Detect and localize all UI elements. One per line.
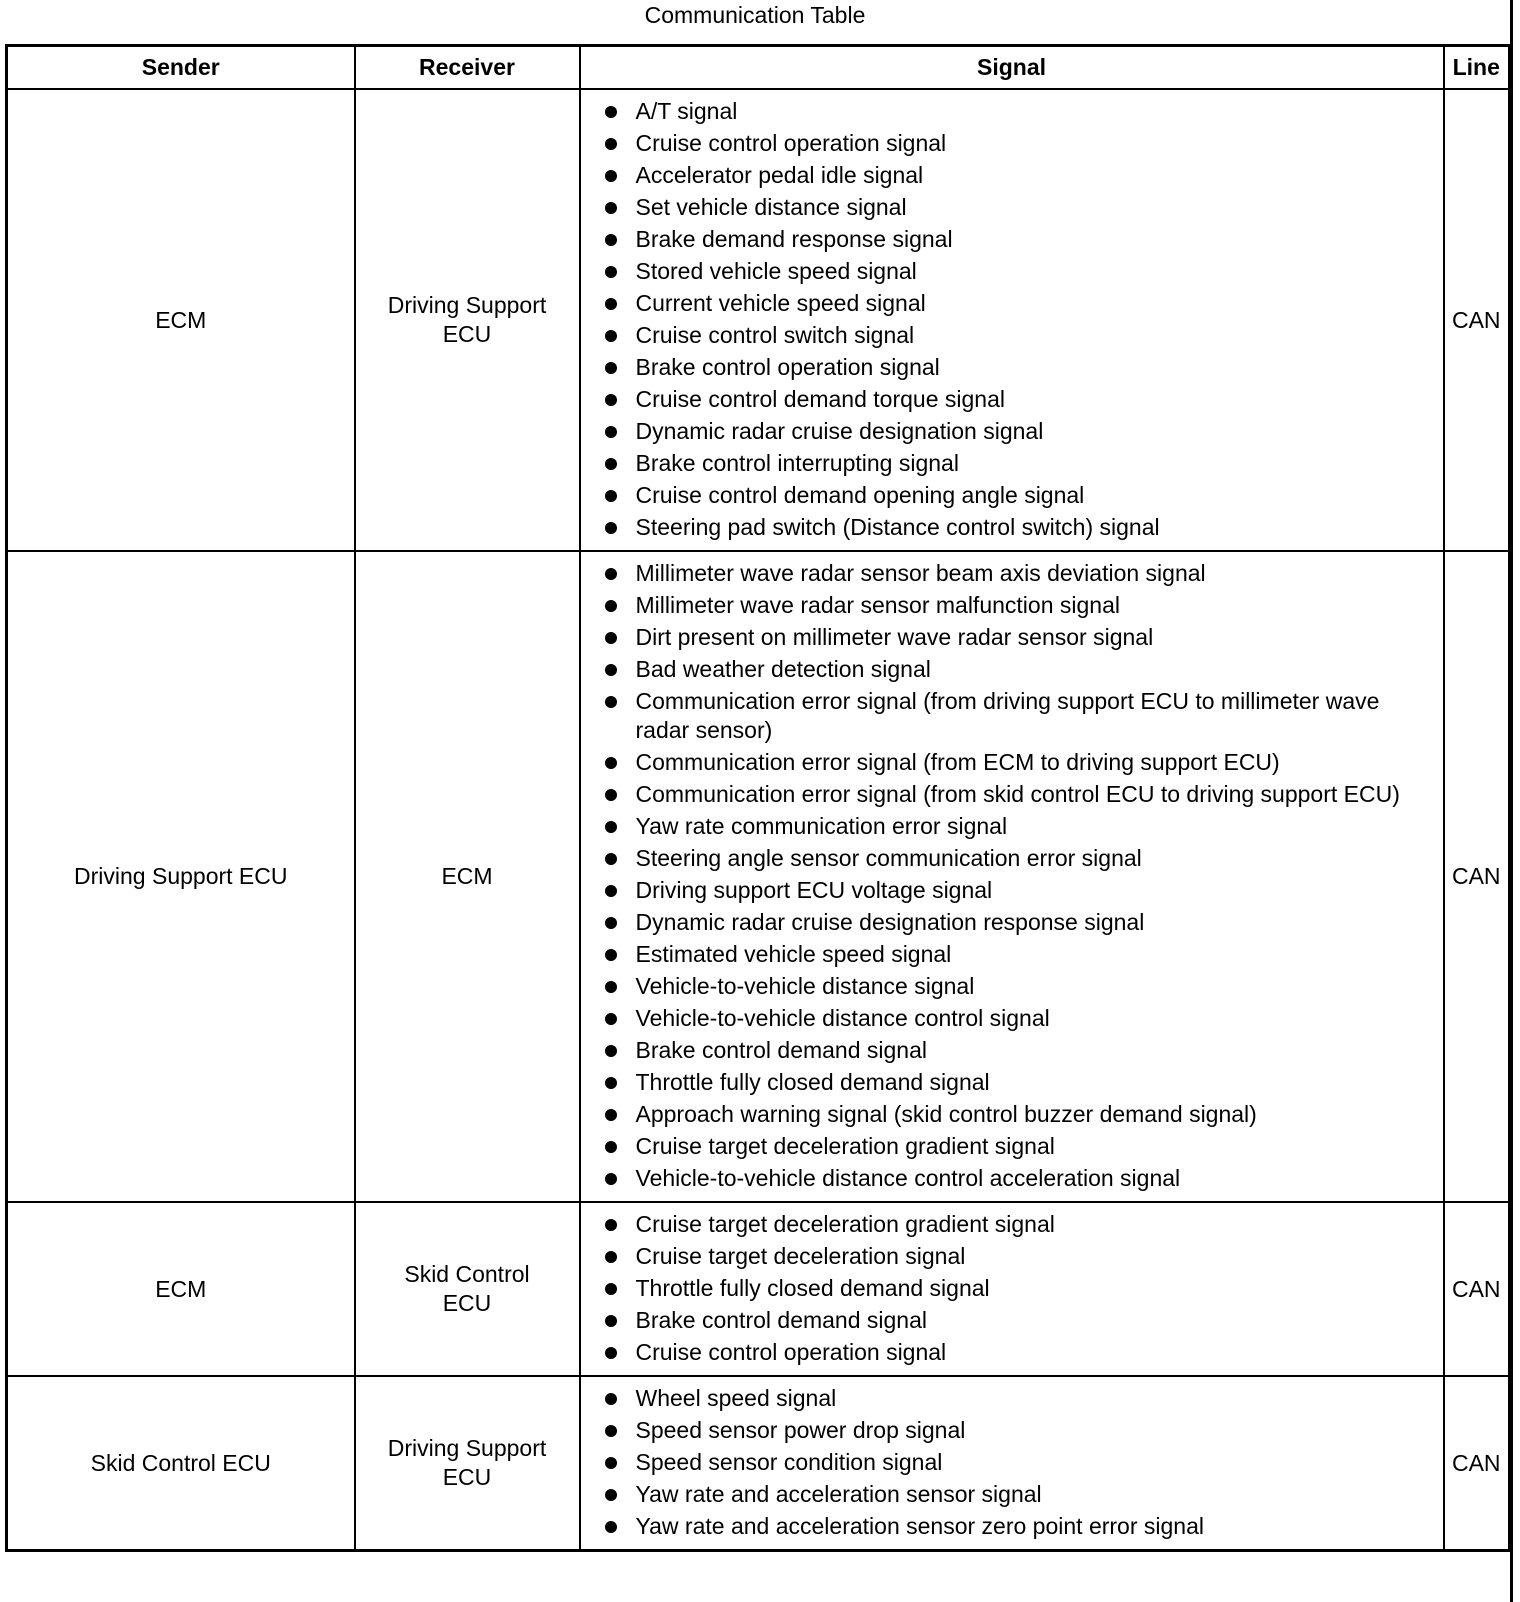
signal-list: [581, 90, 1443, 550]
line-cell: CAN: [1444, 1202, 1510, 1376]
signal-item: Millimeter wave radar sensor beam axis deviation signal: [581, 559, 1443, 588]
sender-cell: ECM: [7, 89, 355, 551]
signal-item: Communication error signal (from driving support ECU to millimeter wave radar sensor): [581, 687, 1443, 745]
page-title: Communication Table: [644, 2, 866, 28]
header-signal: Signal: [580, 46, 1444, 90]
signal-cell: [580, 89, 1444, 551]
signal-cell: [580, 551, 1444, 1202]
signal-item: Steering angle sensor communication error signal: [581, 844, 1443, 873]
signal-item: Yaw rate and acceleration sensor zero point error signal: [581, 1512, 1443, 1541]
signal-item: A/T signal: [581, 97, 1443, 126]
signal-item: Yaw rate communication error signal: [581, 812, 1443, 841]
signal-item: Vehicle-to-vehicle distance signal: [581, 972, 1443, 1001]
signal-item: Brake demand response signal: [581, 225, 1443, 254]
header-receiver: Receiver: [355, 46, 580, 90]
signal-item: Throttle fully closed demand signal: [581, 1274, 1443, 1303]
signal-item: Millimeter wave radar sensor malfunction signal: [581, 591, 1443, 620]
signal-item: Dynamic radar cruise designation response signal: [581, 908, 1443, 937]
signal-item: Cruise control demand opening angle signal: [581, 481, 1443, 510]
signal-item: Cruise target deceleration gradient signal: [581, 1210, 1443, 1239]
signal-item: Cruise control operation signal: [581, 1338, 1443, 1367]
signal-item: Current vehicle speed signal: [581, 289, 1443, 318]
signal-item: Yaw rate and acceleration sensor signal: [581, 1480, 1443, 1509]
signal-item: Cruise target deceleration signal: [581, 1242, 1443, 1271]
signal-cell: [580, 1376, 1444, 1551]
signal-list: [581, 1377, 1443, 1549]
signal-item: Brake control interrupting signal: [581, 449, 1443, 478]
signal-item: Driving support ECU voltage signal: [581, 876, 1443, 905]
table-row: [7, 89, 1510, 551]
sender-cell: Driving Support ECU: [7, 551, 355, 1202]
signal-item: Brake control demand signal: [581, 1036, 1443, 1065]
signal-item: Stored vehicle speed signal: [581, 257, 1443, 286]
signal-item: Vehicle-to-vehicle distance control acceleration signal: [581, 1164, 1443, 1193]
signal-item: Throttle fully closed demand signal: [581, 1068, 1443, 1097]
signal-item: Wheel speed signal: [581, 1384, 1443, 1413]
table-row: [7, 551, 1510, 1202]
receiver-cell: Driving Support ECU: [355, 89, 580, 551]
table-row: [7, 1202, 1510, 1376]
header-line: Line: [1444, 46, 1510, 90]
signal-item: Cruise control switch signal: [581, 321, 1443, 350]
receiver-cell: Skid Control ECU: [355, 1202, 580, 1376]
signal-item: Set vehicle distance signal: [581, 193, 1443, 222]
signal-item: Steering pad switch (Distance control switch) signal: [581, 513, 1443, 542]
signal-item: Cruise control operation signal: [581, 129, 1443, 158]
header-row: [7, 46, 1510, 90]
receiver-cell: ECM: [355, 551, 580, 1202]
signal-list: [581, 552, 1443, 1201]
header-sender: Sender: [7, 46, 355, 90]
signal-cell: [580, 1202, 1444, 1376]
sender-cell: ECM: [7, 1202, 355, 1376]
table-body: [7, 89, 1510, 1551]
sender-cell: Skid Control ECU: [7, 1376, 355, 1551]
signal-item: Cruise target deceleration gradient signal: [581, 1132, 1443, 1161]
signal-item: Communication error signal (from ECM to driving support ECU): [581, 748, 1443, 777]
signal-list: [581, 1203, 1443, 1375]
line-cell: CAN: [1444, 89, 1510, 551]
signal-item: Cruise control demand torque signal: [581, 385, 1443, 414]
signal-item: Approach warning signal (skid control buzzer demand signal): [581, 1100, 1443, 1129]
receiver-cell: Driving Support ECU: [355, 1376, 580, 1551]
signal-item: Dynamic radar cruise designation signal: [581, 417, 1443, 446]
signal-item: Accelerator pedal idle signal: [581, 161, 1443, 190]
line-cell: CAN: [1444, 1376, 1510, 1551]
signal-item: Bad weather detection signal: [581, 655, 1443, 684]
line-cell: CAN: [1444, 551, 1510, 1202]
signal-item: Brake control demand signal: [581, 1306, 1443, 1335]
signal-item: Dirt present on millimeter wave radar sensor signal: [581, 623, 1443, 652]
signal-item: Speed sensor power drop signal: [581, 1416, 1443, 1445]
communication-table: [5, 44, 1511, 1552]
signal-item: Speed sensor condition signal: [581, 1448, 1443, 1477]
signal-item: Communication error signal (from skid control ECU to driving support ECU): [581, 780, 1443, 809]
signal-item: Brake control operation signal: [581, 353, 1443, 382]
signal-item: Estimated vehicle speed signal: [581, 940, 1443, 969]
table-row: [7, 1376, 1510, 1551]
signal-item: Vehicle-to-vehicle distance control signal: [581, 1004, 1443, 1033]
